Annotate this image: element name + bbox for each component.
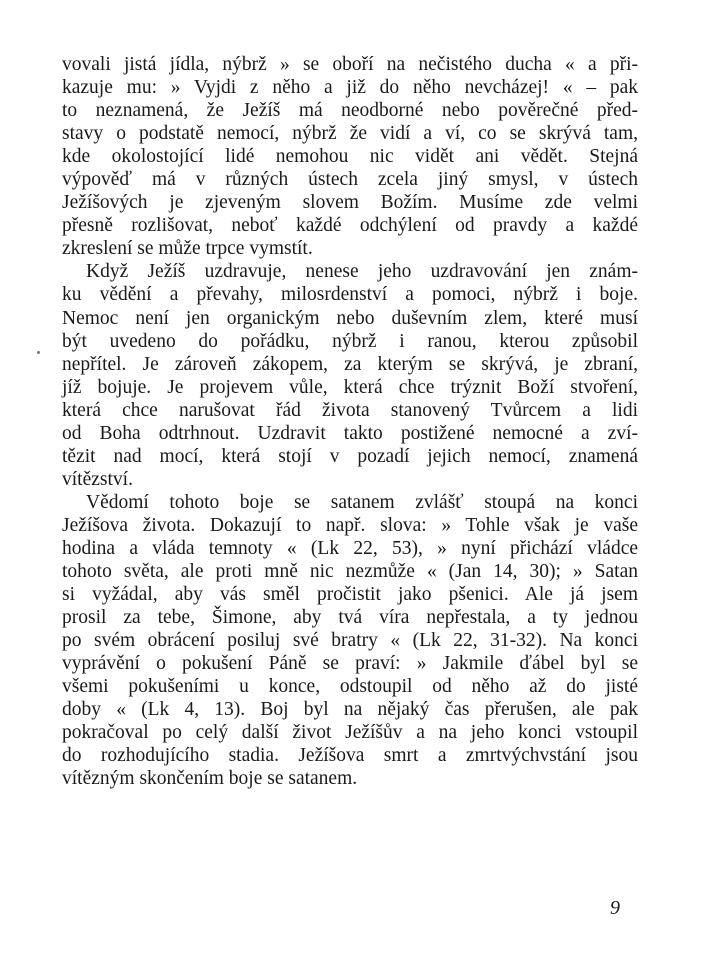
- text-line: doby « (Lk 4, 13). Boj byl na nějaký čas přerušen, ale pak: [62, 699, 638, 721]
- text-line: jíž bojuje. Je projevem vůle, která chce trýznit Boží stvoření,: [62, 376, 638, 398]
- text-line: vítězství.: [62, 468, 133, 490]
- text-line: to neznamená, že Ježíš má neodborné nebo pověrečné před-: [62, 100, 638, 122]
- paragraph: [62, 260, 638, 490]
- text-line: ku vědění a převahy, milosrdenství a pomoci, nýbrž i boje.: [62, 284, 638, 306]
- text-line: být uvedeno do pořádku, nýbrž i ranou, kterou způsobil: [62, 330, 638, 352]
- text-line: všemi pokušeními u konce, odstoupil od něho až do jisté: [62, 676, 638, 698]
- scan-speck: [37, 351, 40, 354]
- text-line: od Boha odtrhnout. Uzdravit takto postižené nemocné a zví-: [62, 422, 638, 444]
- text-line: kazuje mu: » Vyjdi z něho a již do něho nevcházej! « – pak: [62, 77, 638, 99]
- text-line: Když Ježíš uzdravuje, nenese jeho uzdravování jen znám-: [86, 261, 638, 283]
- text-line: nepřítel. Je zároveň zákopem, za kterým se skrývá, je zbraní,: [62, 353, 638, 375]
- text-line: Ježíšových je zjeveným slovem Božím. Musíme zde velmi: [62, 192, 638, 214]
- body-text: [62, 53, 638, 791]
- text-line: výpověď má v různých ústech zcela jiný smysl, v ústech: [62, 169, 638, 191]
- text-line: Nemoc není jen organickým nebo duševním zlem, které musí: [62, 307, 638, 329]
- text-line: vyprávění o pokušení Páně se praví: » Jakmile ďábel byl se: [62, 653, 638, 675]
- text-line: vovali jistá jídla, nýbrž » se oboří na nečistého ducha « a při-: [62, 54, 638, 75]
- text-line: po svém obrácení posiluj své bratry « (Lk 22, 31-32). Na konci: [62, 630, 638, 652]
- paragraph: [62, 491, 638, 791]
- text-line: vítězným skončením boje se satanem.: [62, 768, 358, 790]
- text-line: do rozhodujícího stadia. Ježíšova smrt a zmrtvýchvstání jsou: [62, 745, 638, 767]
- text-line: Ježíšova života. Dokazují to např. slova: » Tohle však je vaše: [62, 514, 638, 536]
- text-line: která chce narušovat řád života stanovený Tvůrcem a lidi: [62, 399, 638, 421]
- page-number: 9: [610, 897, 620, 919]
- text-line: stavy o podstatě nemocí, nýbrž že vidí a ví, co se skrývá tam,: [62, 123, 638, 145]
- text-line: tohoto světa, ale proti mně nic nezmůže « (Jan 14, 30); » Satan: [62, 561, 638, 583]
- text-line: hodina a vláda temnoty « (Lk 22, 53), » nyní přichází vládce: [62, 537, 638, 559]
- text-line: pokračoval po celý další život Ježíšův a na jeho konci vstoupil: [62, 722, 638, 744]
- text-line: prosil za tebe, Šimone, aby tvá víra nepřestala, a ty jednou: [62, 607, 638, 629]
- text-line: tězit nad mocí, která stojí v pozadí jejich nemocí, znamená: [62, 445, 638, 467]
- text-line: si vyžádal, aby vás směl pročistit jako pšenici. Ale já jsem: [62, 584, 638, 606]
- text-line: kde okolostojící lidé nemohou nic vidět ani vědět. Stejná: [62, 146, 638, 168]
- text-line: zkreslení se může trpce vymstít.: [62, 238, 313, 260]
- text-line: Vědomí tohoto boje se satanem zvlášť stoupá na konci: [86, 491, 638, 513]
- text-line: přesně rozlišovat, neboť každé odchýlení od pravdy a každé: [62, 215, 638, 237]
- paragraph: [62, 53, 638, 260]
